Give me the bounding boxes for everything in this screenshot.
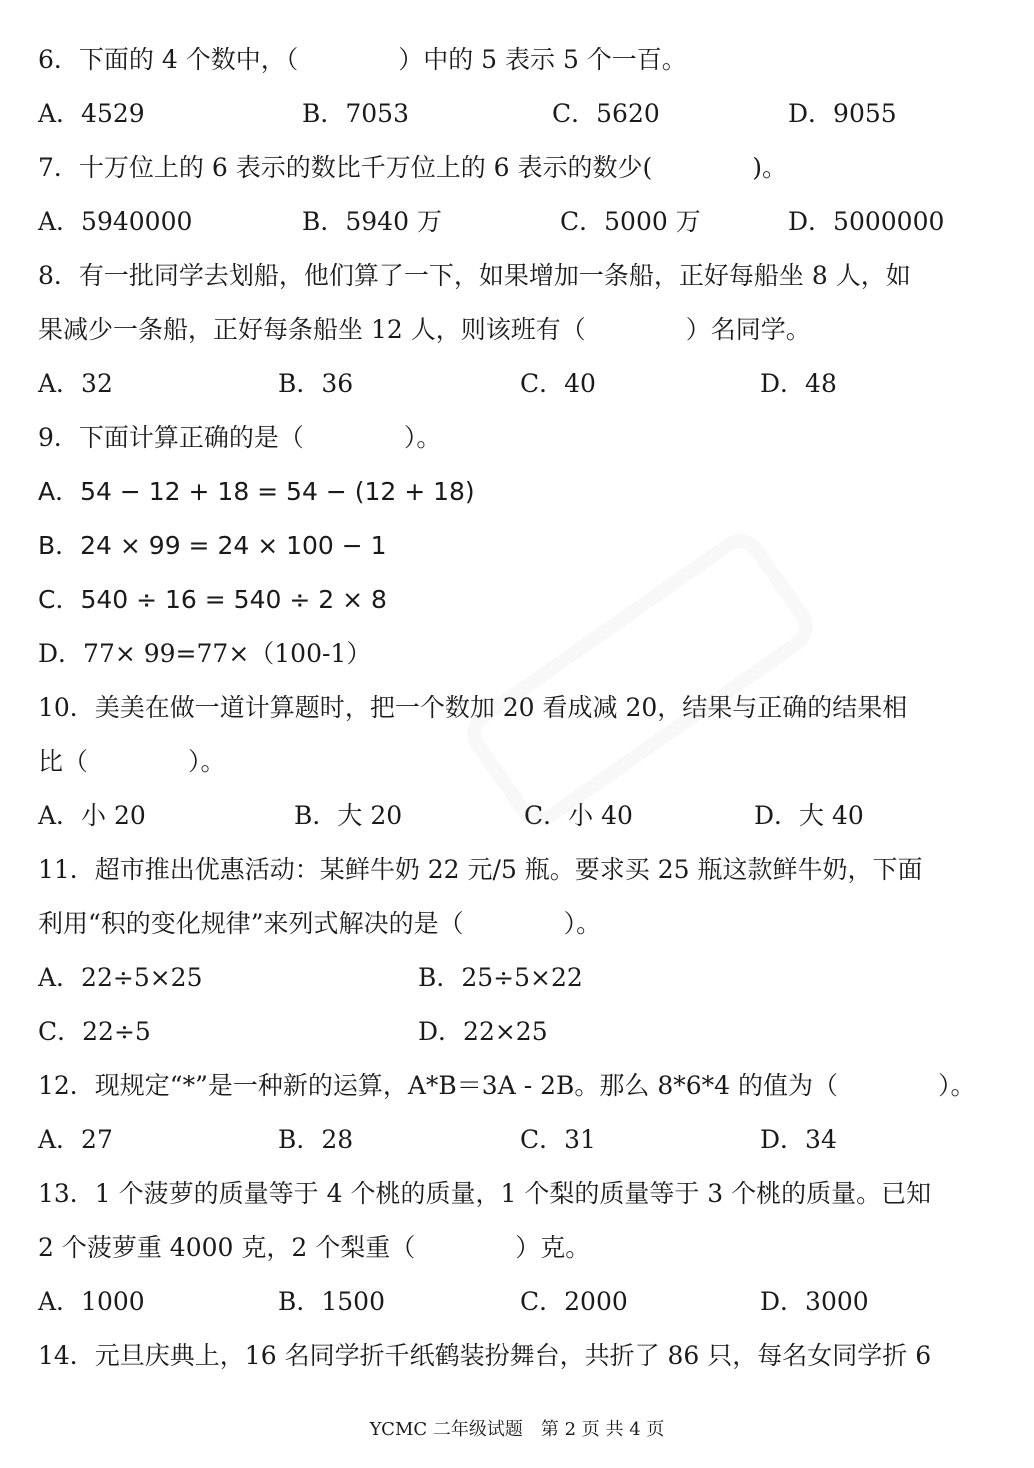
option-d: D．大 40	[754, 801, 864, 830]
question-7-options	[38, 205, 994, 239]
option-c: C．5000 万	[560, 207, 701, 236]
option-b: B．大 20	[294, 801, 403, 830]
question-8-text-line1: 8．有一批同学去划船，他们算了一下，如果增加一条船，正好每船坐 8 人，如	[38, 261, 911, 290]
question-11-options-row2	[38, 1015, 994, 1049]
question-12-text: 12．现规定“*”是一种新的运算，A*B＝3A - 2B。那么 8*6*4 的值为（ ）。	[38, 1071, 976, 1100]
option-a: A．4529	[38, 99, 145, 128]
question-9-text: 9．下面计算正确的是（ ）。	[38, 423, 442, 452]
question-12-options	[38, 1123, 994, 1157]
question-10-text-line1: 10．美美在做一道计算题时，把一个数加 20 看成减 20，结果与正确的结果相	[38, 693, 908, 722]
question-6-options	[38, 97, 994, 131]
question-9-option-a: A．54 − 12 + 18 = 54 − (12 + 18)	[38, 477, 475, 506]
option-c: C．40	[520, 369, 596, 398]
question-11-text-line1: 11．超市推出优惠活动：某鲜牛奶 22 元/5 瓶。要求买 25 瓶这款鲜牛奶，下面	[38, 855, 923, 884]
option-c: C．31	[520, 1125, 596, 1154]
question-9-option-b: B．24 × 99 = 24 × 100 − 1	[38, 531, 387, 560]
option-a: A．5940000	[38, 207, 193, 236]
option-a: A．1000	[38, 1287, 145, 1316]
option-b: B．25÷5×22	[418, 963, 583, 992]
option-d: D．3000	[760, 1287, 869, 1316]
option-a: A．32	[38, 369, 113, 398]
question-11-options-row1	[38, 961, 994, 995]
page-footer: YCMC 二年级试题 第 2 页 共 4 页	[369, 1419, 665, 1440]
option-d: D．5000000	[788, 207, 945, 236]
option-b: B．5940 万	[302, 207, 442, 236]
question-11-text-line2: 利用“积的变化规律”来列式解决的是（ ）。	[38, 909, 602, 938]
option-d: D．9055	[788, 99, 897, 128]
option-c: C．22÷5	[38, 1017, 151, 1046]
question-10-text-line2: 比（ ）。	[38, 747, 226, 776]
question-13-text-line1: 13．1 个菠萝的质量等于 4 个桃的质量，1 个梨的质量等于 3 个桃的质量。已知	[38, 1179, 932, 1208]
question-14-text: 14．元旦庆典上，16 名同学折千纸鹤装扮舞台，共折了 86 只，每名女同学折 6	[38, 1341, 932, 1370]
question-8-text-line2: 果减少一条船，正好每条船坐 12 人，则该班有（ ）名同学。	[38, 315, 811, 344]
question-9-option-c: C．540 ÷ 16 = 540 ÷ 2 × 8	[38, 585, 387, 614]
option-b: B．28	[278, 1125, 354, 1154]
question-13-text-line2: 2 个菠萝重 4000 克，2 个梨重（ ）克。	[38, 1233, 591, 1262]
option-b: B．36	[278, 369, 354, 398]
question-9-option-d: D．77× 99=77×（100-1）	[38, 639, 372, 668]
question-7-text: 7．十万位上的 6 表示的数比千万位上的 6 表示的数少( )。	[38, 153, 788, 182]
option-d: D．34	[760, 1125, 837, 1154]
question-13-options	[38, 1285, 994, 1319]
question-10-options	[38, 799, 994, 833]
option-c: C．2000	[520, 1287, 628, 1316]
option-b: B．1500	[278, 1287, 385, 1316]
option-d: D．22×25	[418, 1017, 548, 1046]
option-c: C．小 40	[524, 801, 633, 830]
option-b: B．7053	[302, 99, 409, 128]
question-6-text: 6．下面的 4 个数中，（ ）中的 5 表示 5 个一百。	[38, 45, 687, 74]
option-c: C．5620	[552, 99, 660, 128]
option-a: A．小 20	[38, 801, 146, 830]
question-8-options	[38, 367, 994, 401]
option-a: A．22÷5×25	[38, 963, 203, 992]
option-a: A．27	[38, 1125, 113, 1154]
option-d: D．48	[760, 369, 837, 398]
